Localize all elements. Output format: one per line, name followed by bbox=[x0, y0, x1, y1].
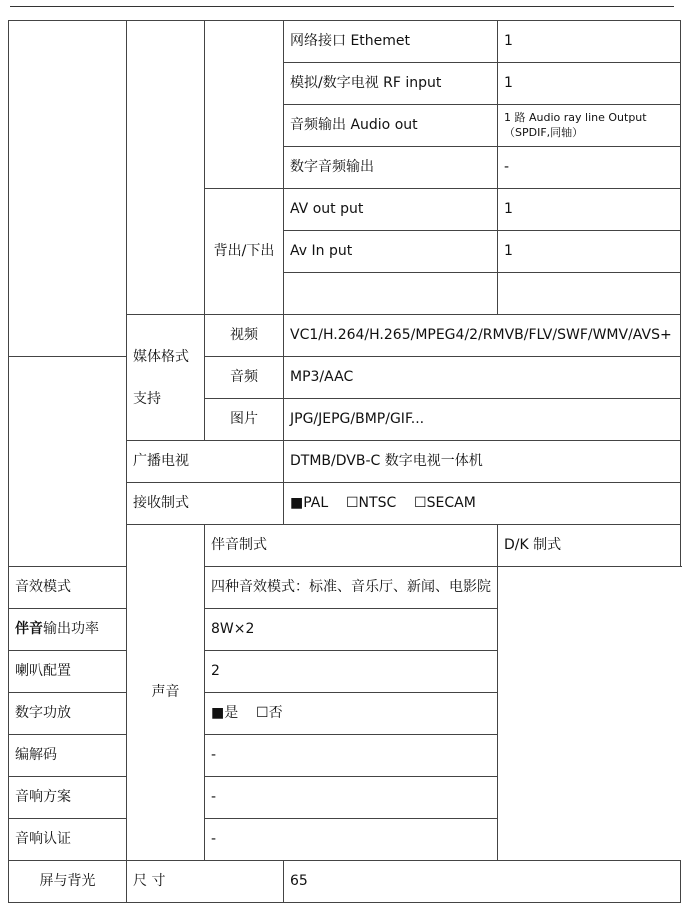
secam-label: SECAM bbox=[426, 495, 476, 512]
spec-value: D/K 制式 bbox=[498, 525, 681, 567]
spec-value: 2 bbox=[205, 651, 498, 693]
spec-label: 伴音制式 bbox=[205, 525, 498, 567]
reception-options bbox=[284, 483, 681, 525]
media-title-line1: 媒体格式 bbox=[133, 348, 189, 365]
spec-value: 四种音效模式：标准、音乐厅、新闻、电影院 bbox=[205, 567, 498, 609]
digital-amp-options bbox=[205, 693, 498, 735]
spec-label-rest: 输出功率 bbox=[43, 621, 99, 638]
subcategory-cell-empty bbox=[127, 21, 205, 315]
table-row bbox=[9, 819, 681, 861]
pal-label: PAL bbox=[303, 495, 329, 512]
table-row bbox=[9, 777, 681, 819]
spec-label: 音响认证 bbox=[9, 819, 205, 861]
spec-value: DTMB/DVB-C 数字电视一体机 bbox=[284, 441, 681, 483]
spec-value: 65 bbox=[284, 861, 681, 903]
spec-value-empty bbox=[498, 273, 681, 315]
media-title-line2: 支持 bbox=[133, 390, 161, 407]
spec-label: 音频输出 Audio out bbox=[284, 105, 498, 147]
spec-value: 1 bbox=[498, 21, 681, 63]
header-rule bbox=[10, 6, 674, 7]
media-title bbox=[127, 315, 205, 441]
no-checkbox: ☐ bbox=[256, 705, 269, 722]
media-type-label: 视频 bbox=[205, 315, 284, 357]
ntsc-checkbox: ☐ bbox=[345, 495, 359, 512]
ntsc-label: NTSC bbox=[358, 495, 397, 512]
spec-label: 数字功放 bbox=[9, 693, 205, 735]
no-label: 否 bbox=[268, 705, 283, 722]
table-row bbox=[9, 651, 681, 693]
category-cell-empty bbox=[9, 357, 127, 567]
spec-value: 1 bbox=[498, 189, 681, 231]
spec-label: 广播电视 bbox=[127, 441, 284, 483]
category-cell-empty bbox=[9, 21, 127, 357]
media-type-value: JPG/JEPG/BMP/GIF... bbox=[284, 399, 681, 441]
media-type-label: 音频 bbox=[205, 357, 284, 399]
spec-value: - bbox=[205, 735, 498, 777]
spec-value-multiline bbox=[498, 105, 681, 147]
media-type-value: MP3/AAC bbox=[284, 357, 681, 399]
spec-label: 音响方案 bbox=[9, 777, 205, 819]
spec-label: 音效模式 bbox=[9, 567, 205, 609]
spec-label: 喇叭配置 bbox=[9, 651, 205, 693]
screen-title: 屏与背光 bbox=[9, 861, 127, 903]
back-group-title: 背出/下出 bbox=[205, 189, 284, 315]
spec-label: 模拟/数字电视 RF input bbox=[284, 63, 498, 105]
spec-label-empty bbox=[284, 273, 498, 315]
spec-value: - bbox=[205, 777, 498, 819]
table-row bbox=[9, 357, 681, 399]
yes-checkbox: ■ bbox=[211, 705, 225, 722]
spec-value: 1 bbox=[498, 63, 681, 105]
secam-checkbox: ☐ bbox=[414, 495, 427, 512]
table-row bbox=[9, 693, 681, 735]
spec-label: 接收制式 bbox=[127, 483, 284, 525]
yes-label: 是 bbox=[224, 705, 239, 722]
sound-title: 声音 bbox=[127, 525, 205, 861]
spec-label: 编解码 bbox=[9, 735, 205, 777]
table-row bbox=[9, 735, 681, 777]
pal-checkbox: ■ bbox=[290, 495, 304, 512]
spec-label: 网络接口 Ethemet bbox=[284, 21, 498, 63]
spec-value: 1 bbox=[498, 231, 681, 273]
spec-value: 8W×2 bbox=[205, 609, 498, 651]
audio-out-line1: 1 路 Audio ray line Output bbox=[504, 111, 647, 125]
spec-value: - bbox=[205, 819, 498, 861]
group-cell-empty bbox=[205, 21, 284, 189]
spec-table bbox=[8, 20, 681, 903]
table-row bbox=[9, 567, 681, 609]
spec-label: 尺 寸 bbox=[127, 861, 284, 903]
spec-label: AV out put bbox=[284, 189, 498, 231]
spec-label: Av In put bbox=[284, 231, 498, 273]
media-type-label: 图片 bbox=[205, 399, 284, 441]
spec-label: 数字音频输出 bbox=[284, 147, 498, 189]
spec-value: - bbox=[498, 147, 681, 189]
table-row bbox=[9, 609, 681, 651]
table-row bbox=[9, 21, 681, 63]
media-type-value: VC1/H.264/H.265/MPEG4/2/RMVB/FLV/SWF/WMV/AVS+ bbox=[284, 315, 681, 357]
spec-label-bold: 伴音 bbox=[15, 621, 43, 638]
table-row bbox=[9, 861, 681, 903]
spec-label bbox=[9, 609, 205, 651]
audio-out-line2: （SPDIF,同轴） bbox=[504, 125, 584, 139]
